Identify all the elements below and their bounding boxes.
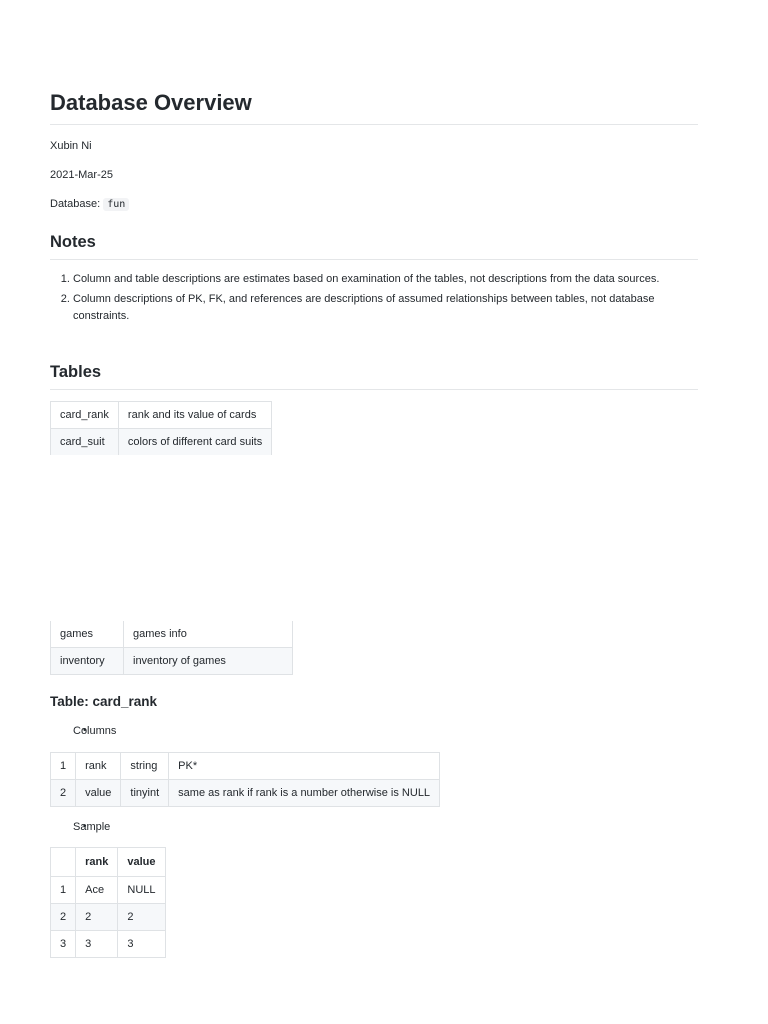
database-line — [50, 196, 129, 213]
column-index-cell: 2 — [51, 780, 76, 807]
sample-rank-cell: 2 — [76, 904, 118, 931]
page-break-gap — [50, 455, 310, 623]
sample-rank-cell: Ace — [76, 877, 118, 904]
author-line: Xubin Ni — [50, 140, 92, 152]
table-row — [51, 877, 166, 904]
note-item: 2. Column descriptions of PK, FK, and references are descriptions of assumed relationships between tables, not database constraints. — [73, 291, 703, 325]
date-line: 2021-Mar-25 — [50, 169, 113, 181]
columns-label: • Columns — [73, 723, 116, 739]
page-title: Database Overview — [50, 88, 698, 125]
card-rank-heading: Table: card_rank — [50, 694, 158, 709]
sample-label: • Sample — [73, 819, 110, 835]
table-desc-cell: colors of different card suits — [118, 429, 271, 456]
database-name-code: fun — [103, 198, 129, 211]
table-name-cell: card_rank — [51, 402, 119, 429]
sample-value-cell: 2 — [118, 904, 165, 931]
sample-table — [50, 847, 166, 958]
column-desc-cell: PK* — [169, 753, 440, 780]
table-name-cell: card_suit — [51, 429, 119, 456]
notes-list — [50, 271, 703, 328]
table-row — [51, 753, 440, 780]
table-desc-cell: rank and its value of cards — [118, 402, 271, 429]
database-label: Database: — [50, 198, 101, 210]
table-name-cell: inventory — [51, 648, 124, 675]
column-name-cell: value — [76, 780, 121, 807]
columns-table — [50, 752, 440, 807]
table-row — [51, 904, 166, 931]
table-row — [51, 648, 293, 675]
column-type-cell: string — [121, 753, 169, 780]
table-row — [51, 429, 272, 456]
sample-value-cell: NULL — [118, 877, 165, 904]
sample-index-cell: 3 — [51, 931, 76, 958]
table-name-cell: games — [51, 621, 124, 648]
table-row — [51, 402, 272, 429]
column-name-cell: rank — [76, 753, 121, 780]
table-row — [51, 621, 293, 648]
sample-header-cell: value — [118, 848, 165, 877]
table-desc-cell: games info — [124, 621, 293, 648]
table-row — [51, 780, 440, 807]
sample-index-cell: 1 — [51, 877, 76, 904]
sample-rank-cell: 3 — [76, 931, 118, 958]
tables-heading: Tables — [50, 361, 698, 390]
sample-header-cell: rank — [76, 848, 118, 877]
sample-index-cell: 2 — [51, 904, 76, 931]
column-type-cell: tinyint — [121, 780, 169, 807]
column-index-cell: 1 — [51, 753, 76, 780]
sample-value-cell: 3 — [118, 931, 165, 958]
sample-header-cell — [51, 848, 76, 877]
table-row — [51, 931, 166, 958]
column-desc-cell: same as rank if rank is a number otherwise is NULL — [169, 780, 440, 807]
note-item: 1. Column and table descriptions are estimates based on examination of the tables, not descriptions from the data sources. — [73, 271, 703, 288]
tables-list-table-continued — [50, 621, 293, 675]
columns-bullet — [50, 723, 116, 739]
sample-bullet — [50, 819, 110, 835]
table-header-row — [51, 848, 166, 877]
notes-heading: Notes — [50, 231, 698, 260]
table-desc-cell: inventory of games — [124, 648, 293, 675]
